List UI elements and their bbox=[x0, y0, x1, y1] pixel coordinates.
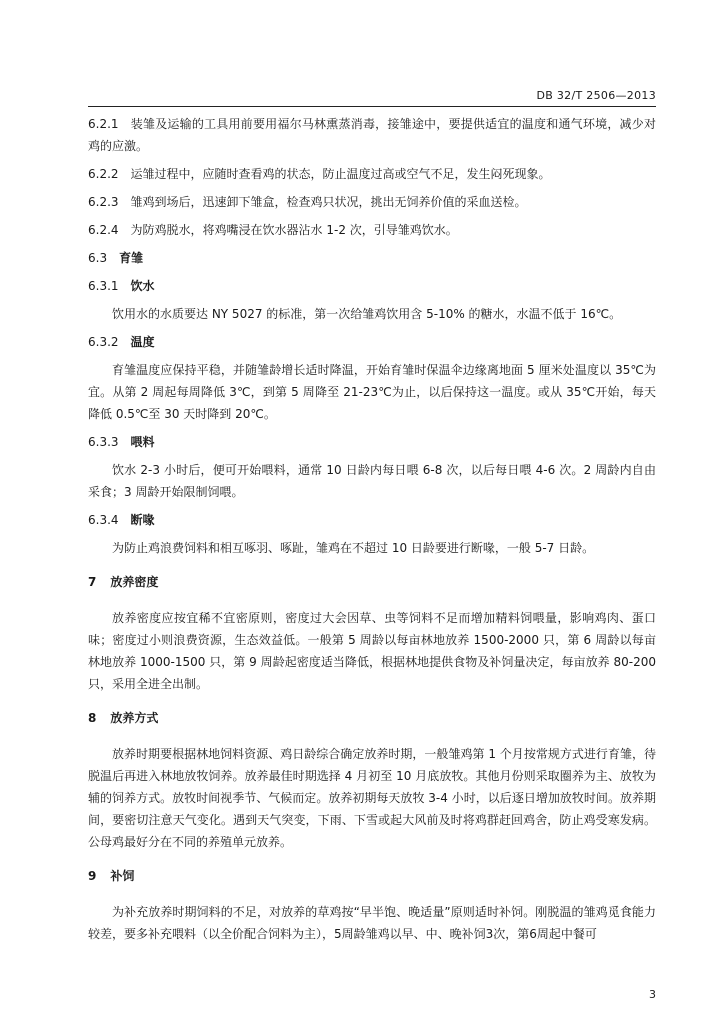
heading-6-3-2 bbox=[88, 331, 656, 353]
heading-number: 6.3.2 bbox=[88, 335, 119, 349]
page-number: 3 bbox=[649, 988, 656, 1001]
heading-number: 6.3.3 bbox=[88, 435, 119, 449]
paragraph-beak-trimming: 为防止鸡浪费饲料和相互啄羽、啄趾，雏鸡在不超过 10 日龄要进行断喙，一般 5-7 日龄。 bbox=[112, 541, 595, 555]
paragraph-method: 放养时期要根据林地饲料资源、鸡日龄综合确定放养时期，一般雏鸡第 1 个月按常规方式进行育雏，待脱温后再进入林地放牧饲养。放养最佳时期选择 4 月初至 10 月底放牧。其他月份则采取圈养为主、放牧为辅的饲养方式。放牧时间视季节、气候而定。放养初期每天放牧 3-4 小时，以后逐日增加放牧时间。放养期间，要密切注意天气变化。遇到天气突变，下雨、下雪或起大风前及时将鸡群赶回鸡舍，防止鸡受寒发病。公母鸡最好分在不同的养殖单元放养。 bbox=[88, 747, 656, 849]
clause-6-2-3 bbox=[88, 191, 656, 213]
clause-number: 6.2.1 bbox=[88, 117, 119, 131]
heading-6-3-4 bbox=[88, 509, 656, 531]
chapter-7 bbox=[88, 571, 656, 593]
chapter-9 bbox=[88, 865, 656, 887]
header-rule bbox=[88, 106, 656, 107]
clause-text: 装雏及运输的工具用前要用福尔马林熏蒸消毒，接雏途中，要提供适宜的温度和通气环境，减少对鸡的应激。 bbox=[88, 117, 656, 153]
paragraph-supplement: 为补充放养时期饲料的不足，对放养的草鸡按“早半饱、晚适量”原则适时补饲。刚脱温的雏鸡觅食能力较差，要多补充喂料（以全价配合饲料为主），5周龄雏鸡以早、中、晚补饲3次，第6周起中餐可 bbox=[88, 905, 656, 941]
clause-number: 6.2.4 bbox=[88, 223, 119, 237]
heading-title: 温度 bbox=[130, 335, 155, 349]
paragraph-density: 放养密度应按宜稀不宜密原则，密度过大会因草、虫等饲料不足而增加精料饲喂量，影响鸡肉、蛋口味；密度过小则浪费资源，生态效益低。一般第 5 周龄以每亩林地放养 1500-2000 只，第 6 周龄以每亩林地放养 1000-1500 只，第 9 周龄起密度适当降低，根据林地提供食物及补饲量决定，每亩放养 80-200 只，采用全进全出制。 bbox=[88, 611, 656, 691]
heading-number: 6.3 bbox=[88, 251, 108, 265]
heading-number: 6.3.4 bbox=[88, 513, 119, 527]
clause-6-2-2 bbox=[88, 163, 656, 185]
clause-6-2-1 bbox=[88, 113, 656, 157]
clause-6-2-4 bbox=[88, 219, 656, 241]
clause-text: 运雏过程中，应随时查看鸡的状态，防止温度过高或空气不足，发生闷死现象。 bbox=[130, 167, 551, 181]
clause-text: 为防鸡脱水，将鸡嘴浸在饮水器沾水 1-2 次，引导雏鸡饮水。 bbox=[130, 223, 458, 237]
heading-6-3-3 bbox=[88, 431, 656, 453]
chapter-title: 放养方式 bbox=[110, 711, 159, 725]
paragraph-feeding: 饮水 2-3 小时后，便可开始喂料，通常 10 日龄内每日喂 6-8 次，以后每日喂 4-6 次。2 周龄内自由采食；3 周龄开始限制饲喂。 bbox=[88, 463, 656, 499]
chapter-title: 补饲 bbox=[110, 869, 135, 883]
heading-title: 断喙 bbox=[130, 513, 155, 527]
clause-number: 6.2.3 bbox=[88, 195, 119, 209]
paragraph-temperature: 育雏温度应保持平稳，并随雏龄增长适时降温，开始育雏时保温伞边缘离地面 5 厘米处温度以 35℃为宜。从第 2 周起每周降低 3℃，到第 5 周降至 21-23℃为止，以后保持这一温度。或从 35℃开始，每天降低 0.5℃至 30 天时降到 20℃。 bbox=[88, 363, 656, 421]
clause-text: 雏鸡到场后，迅速卸下雏盒，检查鸡只状况，挑出无饲养价值的采血送检。 bbox=[130, 195, 527, 209]
chapter-title: 放养密度 bbox=[110, 575, 159, 589]
heading-title: 喂料 bbox=[130, 435, 155, 449]
clause-number: 6.2.2 bbox=[88, 167, 119, 181]
standard-code: DB 32/T 2506—2013 bbox=[536, 89, 656, 102]
chapter-8 bbox=[88, 707, 656, 729]
heading-title: 育雏 bbox=[119, 251, 144, 265]
heading-6-3 bbox=[88, 247, 656, 269]
chapter-number: 7 bbox=[88, 575, 97, 589]
heading-number: 6.3.1 bbox=[88, 279, 119, 293]
chapter-number: 9 bbox=[88, 869, 97, 883]
heading-6-3-1 bbox=[88, 275, 656, 297]
heading-title: 饮水 bbox=[130, 279, 155, 293]
document-body bbox=[88, 113, 656, 951]
paragraph-water: 饮用水的水质要达 NY 5027 的标准，第一次给雏鸡饮用含 5-10% 的糖水，水温不低于 16℃。 bbox=[112, 307, 622, 321]
chapter-number: 8 bbox=[88, 711, 97, 725]
